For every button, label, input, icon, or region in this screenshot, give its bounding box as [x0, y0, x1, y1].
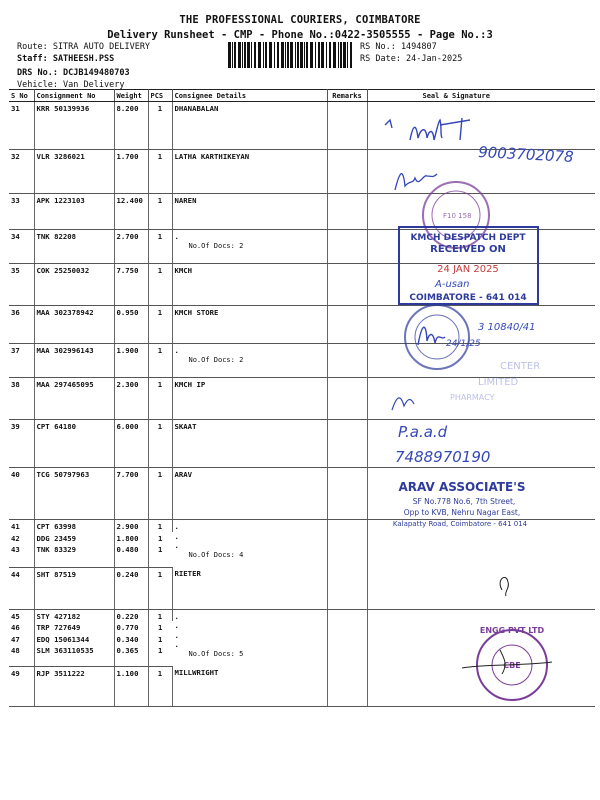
- consignee-line: KMCH: [174, 266, 193, 275]
- row-seal-signature: [367, 230, 595, 264]
- row-pcs: 1: [148, 344, 172, 378]
- row-pcs: 1: [148, 306, 172, 344]
- table-row: [9, 306, 595, 344]
- handwritten-name-39: P.a.a.d: [398, 423, 448, 441]
- row-weight: 7.750: [114, 264, 148, 306]
- row-weight: 1.800: [114, 532, 148, 544]
- row-pcs: 1: [148, 378, 172, 420]
- table-row: [9, 378, 595, 420]
- row-sno: 31: [9, 102, 34, 150]
- row-seal-signature: [367, 194, 595, 230]
- row-weight: 1.900: [114, 344, 148, 378]
- consignee-line: KMCH IP: [174, 380, 206, 389]
- table-row: [9, 194, 595, 230]
- row-consignee: [172, 420, 327, 468]
- arav-stamp-line3: Opp to KVB, Nehru Nagar East,: [403, 508, 521, 517]
- row-seal-signature: [367, 468, 595, 520]
- row-consignment-no: MAA 297465095: [34, 378, 114, 420]
- arav-stamp-line4: Kalapatty Road, Coimbatore - 641 014: [392, 520, 528, 528]
- docs-count: No.Of Docs: 4: [188, 550, 244, 559]
- row-seal-signature: [367, 378, 595, 420]
- table-row: [9, 567, 595, 609]
- row-weight: 1.700: [114, 150, 148, 194]
- arav-stamp-line1: ARAV ASSOCIATE'S: [398, 480, 526, 494]
- svg-text:CBE: CBE: [503, 661, 521, 670]
- drs-number: DRS No.: DCJB149480703: [17, 68, 130, 78]
- row-weight: 7.700: [114, 468, 148, 520]
- table-row: [9, 150, 595, 194]
- row-weight: 2.300: [114, 378, 148, 420]
- row-consignment-no: DDG 23459: [34, 532, 114, 544]
- row-pcs: 1: [148, 666, 172, 706]
- consignee-line: DHANABALAN: [174, 104, 219, 113]
- millwright-stamp-text: ENGG PVT LTD: [479, 626, 545, 635]
- row-consignment-no: CPT 64180: [34, 420, 114, 468]
- row-sno: 46: [9, 621, 34, 633]
- row-sno: 39: [9, 420, 34, 468]
- row-sno: 47: [9, 633, 34, 645]
- table-row: [9, 264, 595, 306]
- row-consignee: [172, 264, 327, 306]
- row-consignment-no: SLM 363110535: [34, 644, 114, 666]
- row-weight: 0.480: [114, 543, 148, 567]
- row-pcs: 1: [148, 468, 172, 520]
- row-consignee: [172, 344, 327, 378]
- handwritten-note-36: 3 10840/41: [478, 322, 536, 333]
- row-remarks: [327, 378, 367, 420]
- kmch-stamp-city: COIMBATORE - 641 014: [409, 293, 527, 303]
- kmch-stamp-line1: KMCH DESPATCH DEPT: [410, 233, 526, 243]
- row-pcs: 1: [148, 420, 172, 468]
- row-seal-signature: [367, 344, 595, 378]
- col-consignment: Consignment No: [34, 90, 114, 102]
- handwritten-date-36: 24/1/25: [446, 339, 481, 349]
- rs-date: RS Date: 24-Jan-2025: [360, 54, 463, 64]
- staff-label: Staff: SATHEESH.PSS: [17, 54, 115, 64]
- row-pcs: 1: [148, 644, 172, 666]
- table-row: [9, 666, 595, 706]
- row-pcs: 1: [148, 102, 172, 150]
- row-remarks: [327, 567, 367, 609]
- row-remarks: [327, 468, 367, 520]
- consignee-line: MILLWRIGHT: [174, 668, 219, 677]
- row-consignment-no: RJP 3511222: [34, 666, 114, 706]
- row-remarks: [327, 194, 367, 230]
- table-row: [9, 468, 595, 520]
- row-sno: 45: [9, 609, 34, 621]
- row-weight: 0.340: [114, 633, 148, 645]
- table-header-row: [9, 90, 595, 102]
- col-remarks: Remarks: [327, 90, 367, 102]
- consignee-line: .: [174, 640, 179, 649]
- row-remarks: [327, 306, 367, 344]
- row-sno: 40: [9, 468, 34, 520]
- handwritten-receiver-35: A-usan: [435, 279, 470, 290]
- col-consignee: Consignee Details: [172, 90, 327, 102]
- row-remarks: [327, 102, 367, 150]
- row-remarks: [327, 264, 367, 306]
- row-pcs: 1: [158, 634, 163, 644]
- table-row: [9, 344, 595, 378]
- row-consignment-no: COK 25250032: [34, 264, 114, 306]
- row-remarks: [327, 150, 367, 194]
- row-sno: 42: [9, 532, 34, 544]
- kmch-stamp-date: 24 JAN 2025: [437, 264, 499, 275]
- row-consignee: [172, 306, 327, 344]
- row-weight: 0.220: [114, 609, 148, 621]
- row-seal-signature: [367, 306, 595, 344]
- kmch-ip-stamp-line1: CENTER: [500, 361, 541, 372]
- row-pcs: 1: [158, 623, 163, 632]
- row-consignee: [172, 150, 327, 194]
- row-weight: 2.900: [114, 520, 148, 532]
- rs-number: RS No.: 1494807: [360, 42, 437, 52]
- row-consignee: [172, 194, 327, 230]
- row-sno: 35: [9, 264, 34, 306]
- row-sno: 38: [9, 378, 34, 420]
- consignee-line: RIETER: [174, 569, 201, 578]
- row-sno: 43: [9, 543, 34, 567]
- row-seal-signature: [367, 666, 595, 706]
- row-consignee: [172, 468, 327, 520]
- barcode-icon: [228, 42, 354, 68]
- company-title: THE PROFESSIONAL COURIERS, COIMBATORE: [179, 14, 421, 26]
- row-sno: 37: [9, 344, 34, 378]
- row-sno: 36: [9, 306, 34, 344]
- row-sno: 48: [9, 644, 34, 666]
- row-weight: 12.400: [114, 194, 148, 230]
- row-consignee: [172, 567, 327, 609]
- consignee-line: .: [174, 522, 179, 531]
- table-row: [9, 609, 595, 621]
- col-weight: Weight: [114, 90, 148, 102]
- arav-stamp-line2: SF No.778 No.6, 7th Street,: [412, 497, 516, 506]
- row-pcs: 1: [158, 533, 163, 543]
- vehicle-label: Vehicle: Van Delivery: [17, 80, 125, 90]
- row-seal-signature: [367, 264, 595, 306]
- row-remarks: [327, 609, 367, 666]
- consignee-line: NAREN: [174, 196, 197, 205]
- consignee-line: .: [174, 541, 179, 550]
- row-pcs: 1: [148, 520, 172, 532]
- row-consignment-no: TNK 83329: [34, 543, 114, 567]
- row-remarks: [327, 420, 367, 468]
- row-pcs: 1: [148, 543, 172, 567]
- svg-text:F10 158: F10 158: [443, 212, 472, 220]
- row-seal-signature: [367, 102, 595, 150]
- consignee-line: .: [174, 232, 179, 241]
- row-seal-signature: [367, 609, 595, 666]
- kmch-stamp-line2: RECEIVED ON: [430, 244, 506, 255]
- row-consignment-no: CPT 63998: [34, 520, 114, 532]
- row-remarks: [327, 666, 367, 706]
- row-consignee: [172, 378, 327, 420]
- row-consignment-no: APK 1223103: [34, 194, 114, 230]
- route-label: Route: SITRA AUTO DELIVERY: [17, 42, 151, 52]
- row-sno: 32: [9, 150, 34, 194]
- consignee-line: LATHA KARTHIKEYAN: [174, 152, 250, 161]
- row-weight: 6.000: [114, 420, 148, 468]
- row-pcs: 1: [148, 567, 172, 609]
- row-seal-signature: [367, 150, 595, 194]
- row-sno: 41: [9, 520, 34, 532]
- docs-count: No.Of Docs: 2: [188, 241, 244, 250]
- row-pcs: 1: [148, 150, 172, 194]
- row-consignment-no: EDQ 15061344: [34, 633, 114, 645]
- header-right-meta: [360, 41, 462, 65]
- row-weight: 0.365: [114, 644, 148, 666]
- row-weight: 8.200: [114, 102, 148, 150]
- table-row: [9, 420, 595, 468]
- row-consignment-no: TRP 727649: [34, 621, 114, 633]
- row-seal-signature: [367, 520, 595, 568]
- row-consignment-no: MAA 302378942: [34, 306, 114, 344]
- row-weight: 0.240: [114, 567, 148, 609]
- consignee-line: SKAAT: [174, 422, 197, 431]
- runsheet-table: [9, 89, 595, 707]
- row-consignee: [172, 102, 327, 150]
- row-consignment-no: SHT 87519: [34, 567, 114, 609]
- row-sno: 34: [9, 230, 34, 264]
- row-consignee: [172, 666, 327, 706]
- consignee-line: KMCH STORE: [174, 308, 219, 317]
- row-sno: 49: [9, 666, 34, 706]
- row-pcs: 1: [148, 194, 172, 230]
- consignee-line: .: [174, 630, 179, 640]
- row-consignment-no: KRR 50139936: [34, 102, 114, 150]
- header-left-meta: [17, 41, 150, 91]
- table-row: [9, 230, 595, 264]
- consignee-line: .: [174, 611, 179, 621]
- row-consignee: [172, 230, 327, 264]
- kmch-ip-stamp-line2: LIMITED: [478, 377, 519, 388]
- row-consignment-no: TCG 50797963: [34, 468, 114, 520]
- col-pcs: PCS: [148, 90, 172, 102]
- row-pcs: 1: [148, 264, 172, 306]
- table-row: [9, 102, 595, 150]
- row-weight: 0.950: [114, 306, 148, 344]
- row-consignment-no: VLR 3286021: [34, 150, 114, 194]
- row-remarks: [327, 230, 367, 264]
- row-weight: 2.700: [114, 230, 148, 264]
- kmch-ip-stamp-line3: PHARMACY: [450, 393, 495, 402]
- consignee-line: .: [174, 531, 179, 541]
- col-seal-signature: Seal & Signature: [367, 90, 595, 102]
- row-weight: 0.770: [114, 621, 148, 633]
- row-consignee: [172, 609, 327, 666]
- docs-count: No.Of Docs: 5: [188, 649, 244, 658]
- row-consignment-no: MAA 302996143: [34, 344, 114, 378]
- row-remarks: [327, 520, 367, 568]
- row-sno: 33: [9, 194, 34, 230]
- row-remarks: [327, 344, 367, 378]
- row-pcs: 1: [148, 230, 172, 264]
- row-seal-signature: [367, 420, 595, 468]
- row-seal-signature: [367, 567, 595, 609]
- handwritten-phone-39: 7488970190: [395, 448, 491, 466]
- runsheet-subtitle: Delivery Runsheet - CMP - Phone No.:0422-3505555 - Page No.:3: [107, 29, 493, 41]
- row-consignee: [172, 520, 327, 568]
- col-sno: S No: [9, 90, 34, 102]
- consignee-line: .: [174, 621, 179, 630]
- table-row: [9, 520, 595, 532]
- row-consignment-no: STY 427182: [34, 609, 114, 621]
- row-sno: 44: [9, 567, 34, 609]
- row-weight: 1.100: [114, 666, 148, 706]
- row-consignment-no: TNK 82208: [34, 230, 114, 264]
- handwritten-phone-31: 9003702078: [477, 143, 575, 166]
- consignee-line: ARAV: [174, 470, 193, 479]
- consignee-line: .: [174, 346, 179, 355]
- row-pcs: 1: [148, 609, 172, 621]
- docs-count: No.Of Docs: 2: [188, 355, 244, 364]
